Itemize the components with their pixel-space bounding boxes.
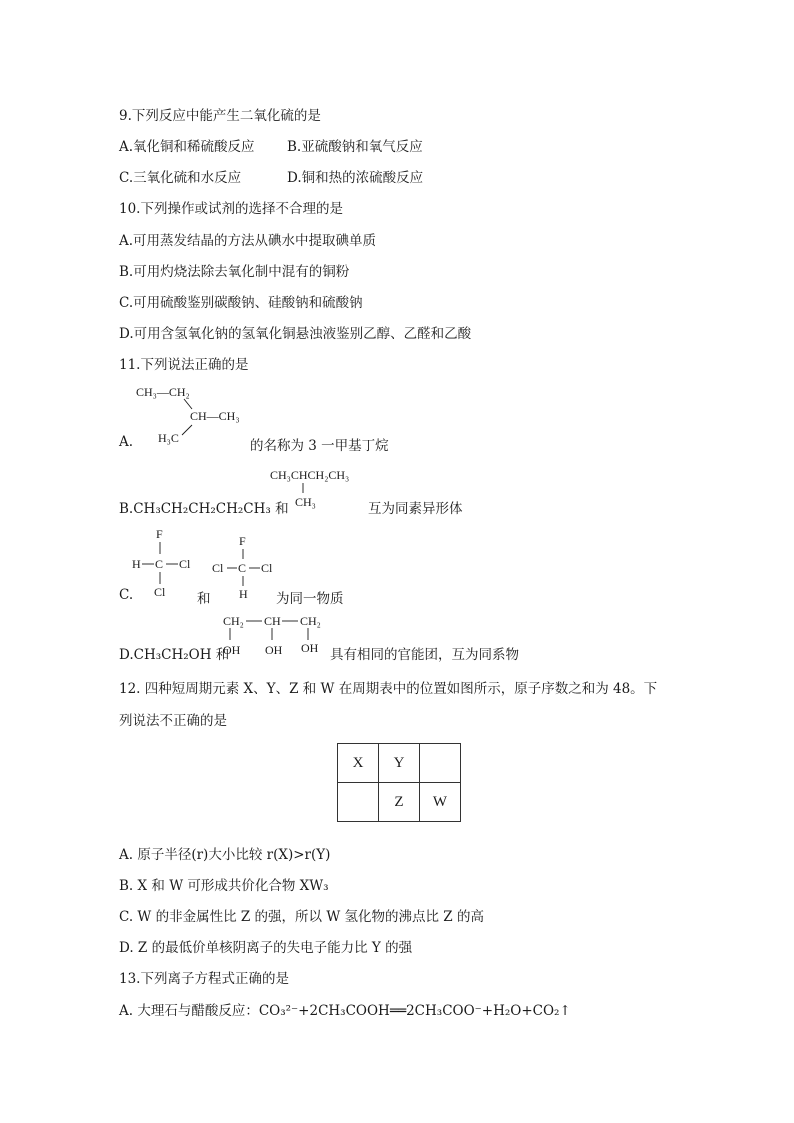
periodic-table-fragment	[337, 743, 461, 822]
cell-y: Y	[379, 744, 420, 783]
q11-d-oh1: OH	[223, 643, 241, 657]
q10-stem: 10.下列操作或试剂的选择不合理的是	[119, 201, 343, 217]
q11-a-line1: CH₃—CH₂	[136, 385, 190, 399]
q11-c2-right: Cl	[261, 561, 273, 575]
cell-z: Z	[379, 783, 420, 822]
q11-option-c-label: C.	[119, 587, 134, 603]
q12-option-b: B. X 和 W 可形成共价化合物 XW₃	[119, 878, 329, 894]
q12-option-a: A. 原子半径(r)大小比较 r(X)>r(Y)	[119, 847, 331, 863]
cell-x: X	[338, 744, 379, 783]
q11-c1-right: Cl	[179, 557, 191, 571]
q11-option-b-pre: B.CH₃CH₂CH₂CH₂CH₃ 和	[119, 501, 289, 517]
q11-stem: 11.下列说法正确的是	[119, 357, 249, 373]
q11-c2-left: Cl	[212, 561, 224, 575]
q11-c-structure-1	[130, 524, 200, 604]
q12-option-c: C. W 的非金属性比 Z 的强，所以 W 氢化物的沸点比 Z 的高	[119, 909, 484, 925]
cell-empty-1	[420, 744, 461, 783]
q11-c-structure-2	[212, 532, 282, 608]
q11-c1-top: F	[156, 527, 163, 541]
q11-d-c3: CH₂	[300, 614, 321, 628]
q11-c2-top: F	[239, 534, 246, 548]
q10-option-b: B.可用灼烧法除去氧化制中混有的铜粉	[119, 264, 350, 280]
q12-stem-line1: 12. 四种短周期元素 X、Y、Z 和 W 在周期表中的位置如图所示，原子序数之和为 48。下	[119, 681, 658, 697]
q11-c1-left: H	[132, 557, 141, 571]
q13-option-a: A. 大理石与醋酸反应：CO₃²⁻+2CH₃COOH══2CH₃COO⁻+H₂O+CO₂↑	[119, 1003, 571, 1019]
q9-option-c: C.三氧化硫和水反应	[119, 170, 242, 186]
q11-d-oh2: OH	[265, 643, 283, 657]
q11-c1-bottom: Cl	[154, 585, 166, 599]
q11-option-d-post: 具有相同的官能团，互为同系物	[330, 647, 519, 663]
q11-d-oh3: OH	[301, 641, 319, 655]
q13-stem: 13.下列离子方程式正确的是	[119, 971, 289, 987]
q10-option-c: C.可用硫酸鉴别碳酸钠、硅酸钠和硫酸钠	[119, 295, 363, 311]
q11-d-structure	[222, 612, 332, 658]
q11-b-line2: CH₃	[295, 495, 316, 509]
q11-a-line3: H₃C	[158, 431, 179, 445]
q11-a-line2: CH—CH₃	[190, 409, 240, 423]
q10-option-d: D.可用含氢氧化钠的氢氧化铜悬浊液鉴别乙醇、乙醛和乙酸	[119, 326, 472, 342]
q11-c2-bottom: H	[239, 587, 248, 601]
q11-d-c1: CH₂	[223, 614, 244, 628]
q11-c1-center: C	[155, 557, 164, 571]
q9-option-a: A.氧化铜和稀硫酸反应	[119, 139, 255, 155]
q11-b-line1: CH₃CHCH₂CH₃	[270, 468, 350, 482]
q10-option-a: A.可用蒸发结晶的方法从碘水中提取碘单质	[119, 233, 377, 249]
q11-b-structure	[270, 466, 380, 510]
q12-option-d: D. Z 的最低价单核阴离子的失电子能力比 Y 的强	[119, 940, 413, 956]
cell-empty-2	[338, 783, 379, 822]
q11-option-c-and: 和	[197, 591, 211, 607]
q12-stem-line2: 列说法不正确的是	[119, 713, 227, 729]
q11-c2-center: C	[238, 561, 247, 575]
q9-option-d: D.铜和热的浓硫酸反应	[287, 170, 424, 186]
q11-option-a-label: A.	[119, 434, 134, 450]
q11-d-c2: CH	[264, 614, 281, 628]
q11-option-a-text: 的名称为 3 一甲基丁烷	[250, 438, 389, 454]
q11-option-b-post: 互为同素异形体	[368, 501, 463, 517]
q9-stem: 9.下列反应中能产生二氧化硫的是	[119, 108, 321, 124]
cell-w: W	[420, 783, 461, 822]
q11-a-structure	[130, 382, 260, 445]
q9-option-b: B.亚硫酸钠和氧气反应	[287, 139, 423, 155]
q11-option-c-text: 为同一物质	[276, 591, 344, 607]
q11-option-d-pre: D.CH₃CH₂OH 和	[119, 647, 230, 663]
